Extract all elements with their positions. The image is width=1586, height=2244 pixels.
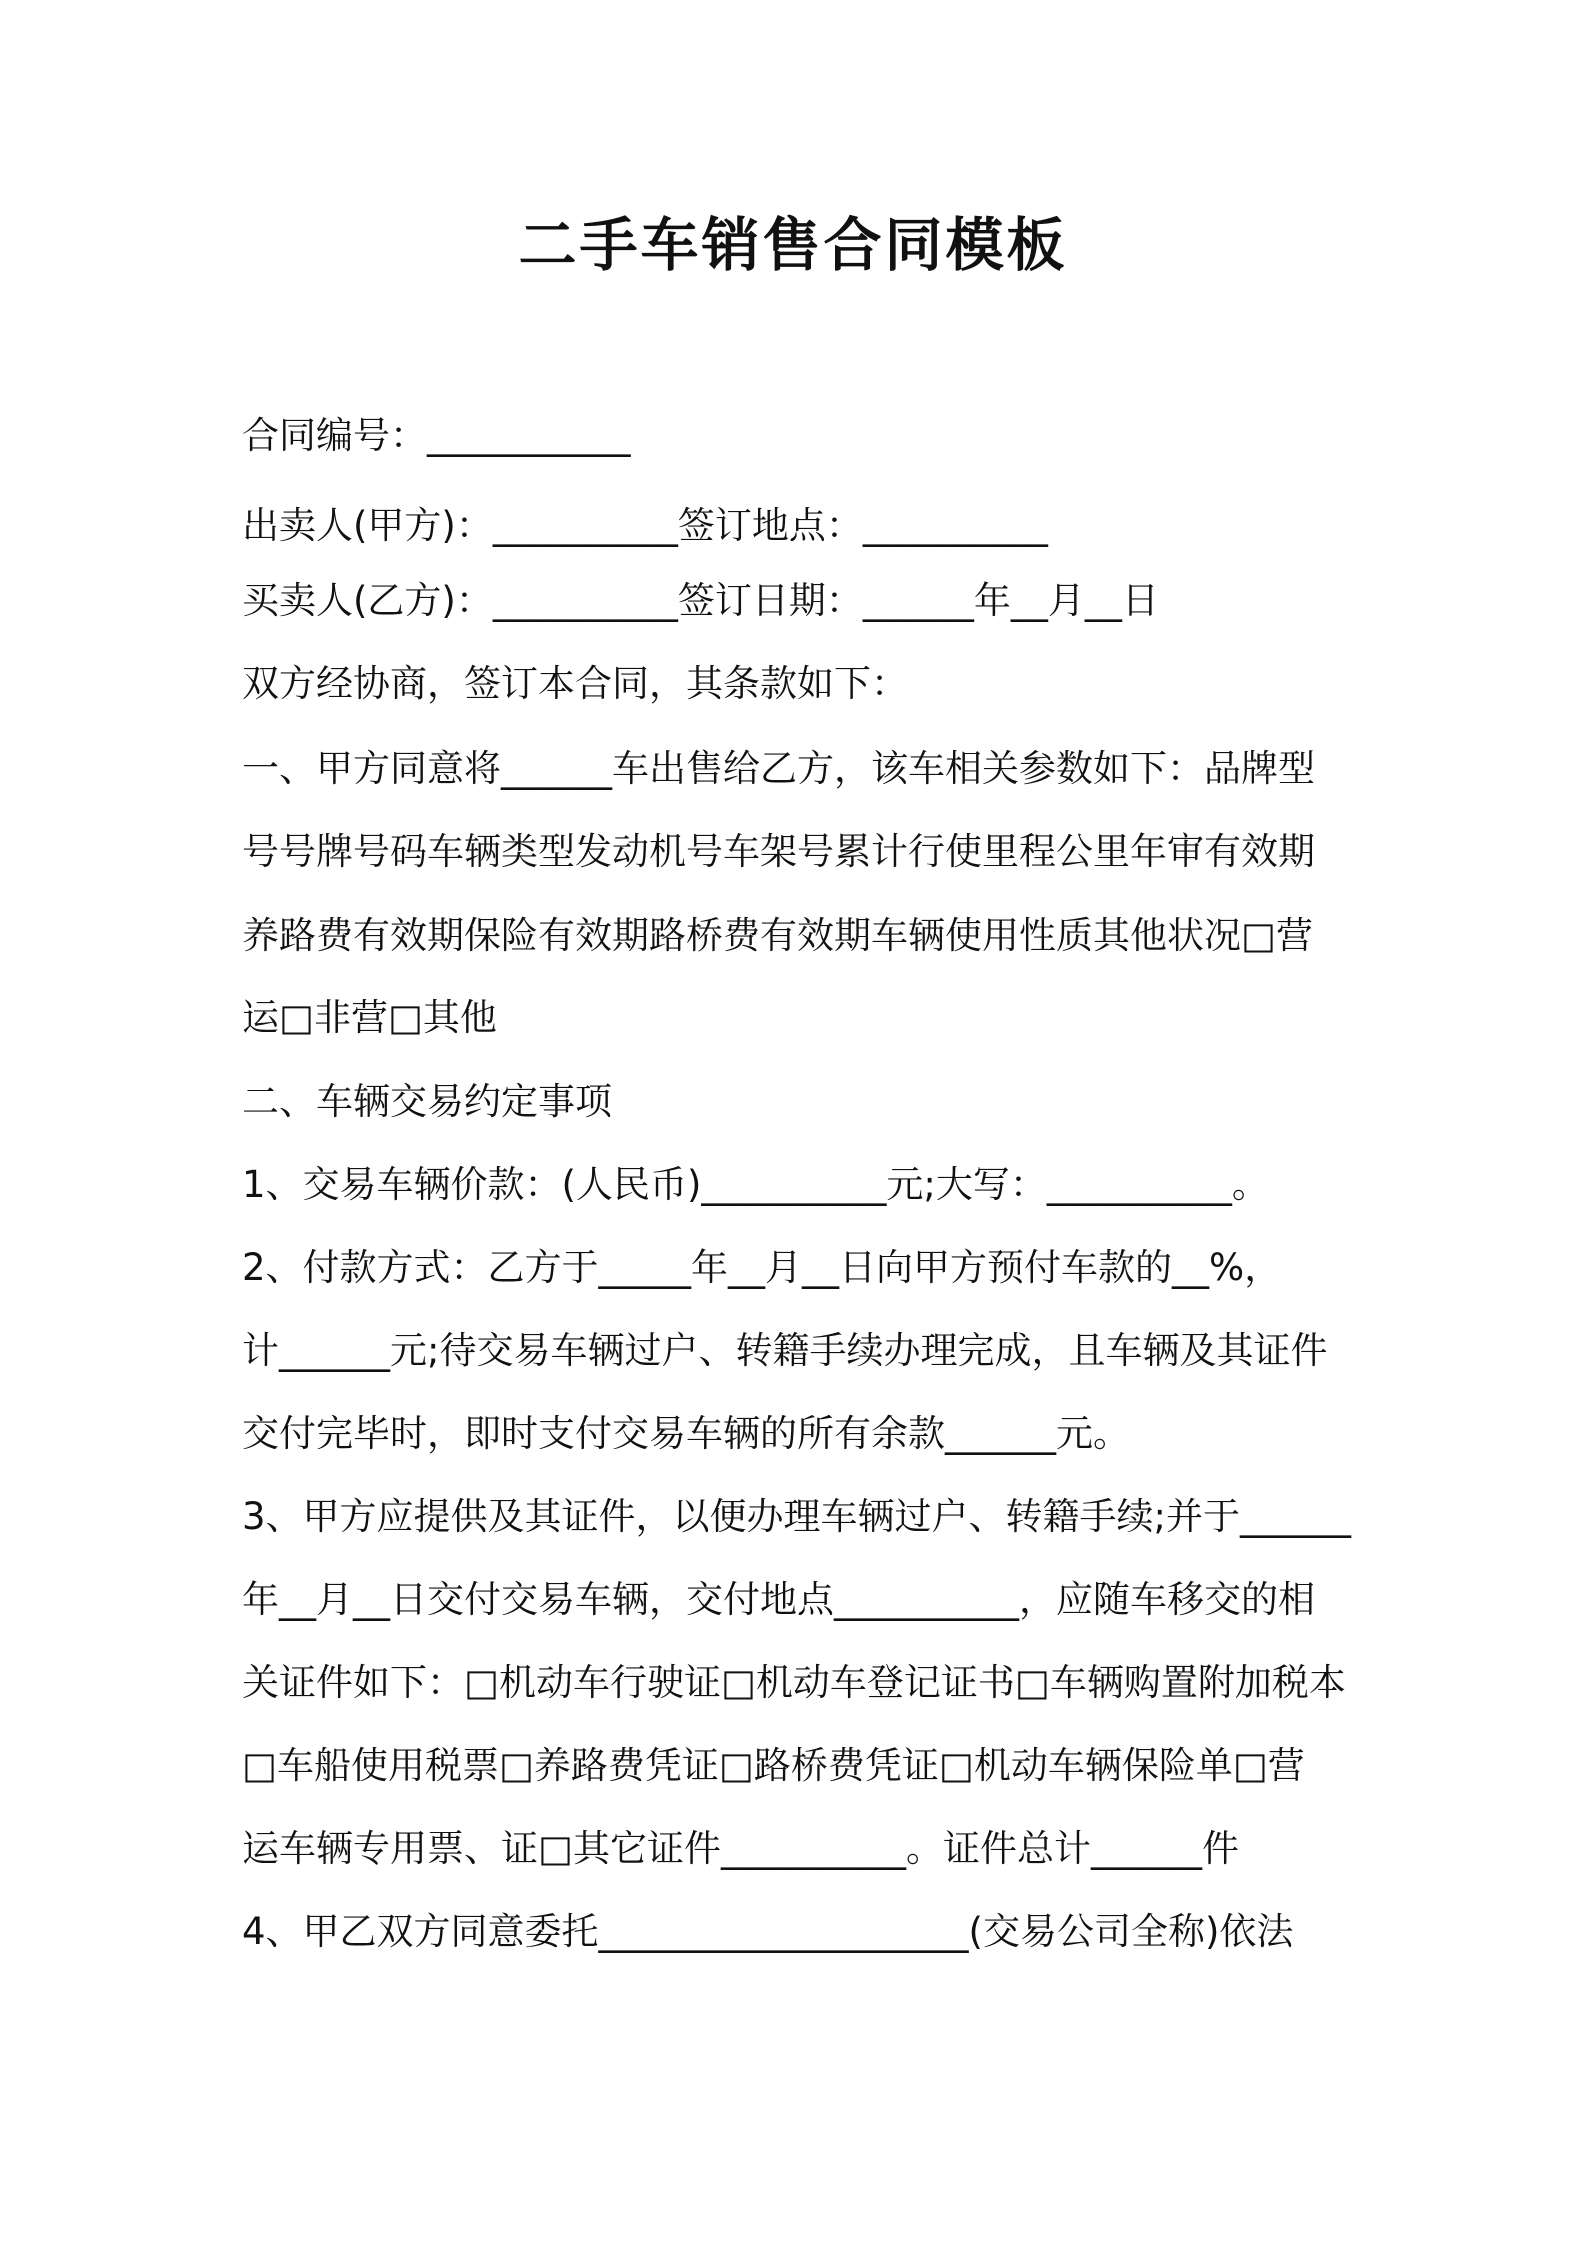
item-3-line-5: 运车辆专用票、证□其它证件__________。证件总计______件 xyxy=(242,1827,1239,1870)
item-3-line-1: 3、甲方应提供及其证件，以便办理车辆过户、转籍手续;并于______ xyxy=(242,1495,1352,1538)
item-4-line-1: 4、甲乙双方同意委托____________________(交易公司全称)依法 xyxy=(242,1910,1294,1953)
agreement-intro-line: 双方经协商，签订本合同，其条款如下： xyxy=(242,662,908,705)
item-2-line-2: 计______元;待交易车辆过户、转籍手续办理完成，且车辆及其证件 xyxy=(242,1329,1328,1372)
section-2-heading: 二、车辆交易约定事项 xyxy=(242,1080,612,1123)
item-3-line-2: 年__月__日交付交易车辆，交付地点__________，应随车移交的相 xyxy=(242,1578,1315,1621)
clause-1-line-2: 号号牌号码车辆类型发动机号车架号累计行使里程公里年审有效期 xyxy=(242,830,1315,873)
clause-1-line-1: 一、甲方同意将______车出售给乙方，该车相关参数如下：品牌型 xyxy=(242,747,1315,790)
document-title: 二手车销售合同模板 xyxy=(518,211,1068,279)
seller-line: 出卖人(甲方)：__________签订地点：__________ xyxy=(242,504,1048,547)
clause-1-line-3: 养路费有效期保险有效期路桥费有效期车辆使用性质其他状况□营 xyxy=(242,914,1313,957)
item-2-line-3: 交付完毕时，即时支付交易车辆的所有余款______元。 xyxy=(242,1412,1130,1455)
item-3-line-4: □车船使用税票□养路费凭证□路桥费凭证□机动车辆保险单□营 xyxy=(242,1744,1305,1787)
item-1-price-line: 1、交易车辆价款：(人民币)__________元;大写：__________。 xyxy=(242,1163,1269,1206)
clause-1-line-4: 运□非营□其他 xyxy=(242,996,497,1039)
buyer-line: 买卖人(乙方)：__________签订日期：______年__月__日 xyxy=(242,579,1159,622)
contract-number-line: 合同编号：___________ xyxy=(242,414,631,457)
item-2-line-1: 2、付款方式：乙方于_____年__月__日向甲方预付车款的__%， xyxy=(242,1246,1282,1289)
item-3-line-3: 关证件如下：□机动车行驶证□机动车登记证书□车辆购置附加税本 xyxy=(242,1661,1346,1704)
